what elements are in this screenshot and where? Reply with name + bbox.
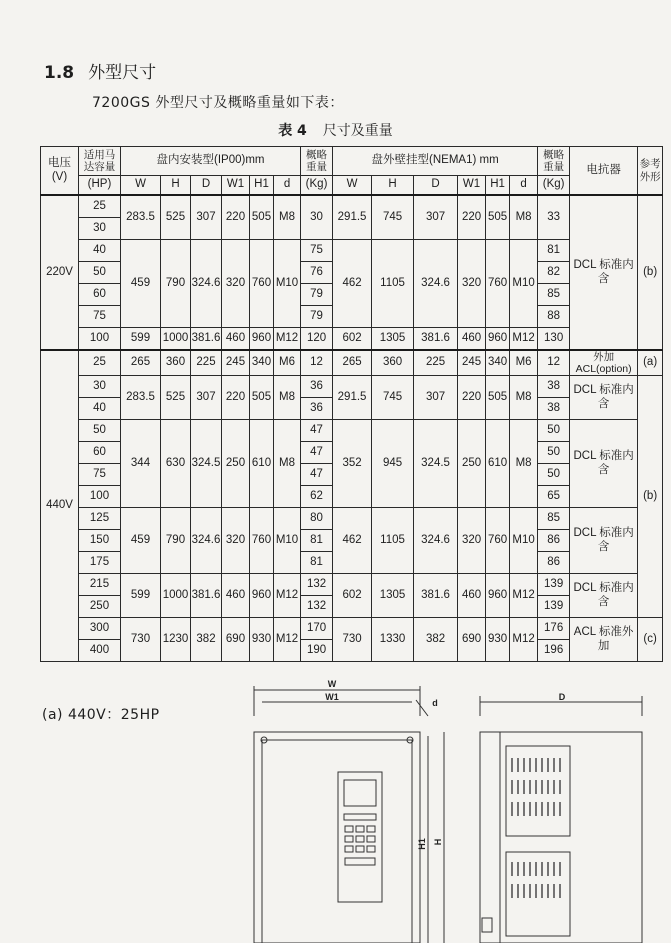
ip-dim: 599 bbox=[121, 328, 161, 351]
nema-dim: M8 bbox=[510, 376, 538, 420]
reactor-cell: DCL 标准内含 bbox=[570, 420, 638, 508]
nema-dim: 690 bbox=[458, 618, 486, 662]
ip-dim: 307 bbox=[191, 376, 222, 420]
ip-weight: 62 bbox=[301, 486, 333, 508]
ip-dim: 525 bbox=[161, 376, 191, 420]
ip-dim: 283.5 bbox=[121, 376, 161, 420]
header-nema-w: W bbox=[333, 176, 372, 196]
table-number: 表 4 bbox=[278, 123, 307, 139]
hp-cell: 25 bbox=[79, 350, 121, 376]
dimension-weight-table bbox=[40, 146, 663, 662]
hp-cell: 100 bbox=[79, 486, 121, 508]
nema-dim: 960 bbox=[486, 574, 510, 618]
ip-weight: 132 bbox=[301, 574, 333, 596]
group-440v: 440V bbox=[41, 350, 79, 662]
ip-dim: 344 bbox=[121, 420, 161, 508]
header-ip-weight-unit: (Kg) bbox=[301, 176, 333, 196]
nema-weight: 86 bbox=[538, 552, 570, 574]
nema-dim: 320 bbox=[458, 240, 486, 328]
nema-dim: 505 bbox=[486, 195, 510, 240]
dim-small-d-label: d bbox=[432, 698, 438, 708]
hp-cell: 100 bbox=[79, 328, 121, 351]
hp-cell: 40 bbox=[79, 240, 121, 262]
nema-weight: 12 bbox=[538, 350, 570, 376]
ip-weight: 30 bbox=[301, 195, 333, 240]
header-nema-h: H bbox=[372, 176, 414, 196]
ip-weight: 79 bbox=[301, 284, 333, 306]
header-ip-h1: H1 bbox=[250, 176, 274, 196]
ip-weight: 81 bbox=[301, 530, 333, 552]
ip-dim: 599 bbox=[121, 574, 161, 618]
hp-cell: 250 bbox=[79, 596, 121, 618]
nema-dim: 1305 bbox=[372, 574, 414, 618]
hp-cell: 40 bbox=[79, 398, 121, 420]
nema-dim: 265 bbox=[333, 350, 372, 376]
header-nema-w1: W1 bbox=[458, 176, 486, 196]
nema-dim: 340 bbox=[486, 350, 510, 376]
ip-dim: 459 bbox=[121, 240, 161, 328]
ip-dim: 630 bbox=[161, 420, 191, 508]
nema-dim: 220 bbox=[458, 376, 486, 420]
ip-dim: M8 bbox=[274, 376, 301, 420]
nema-dim: 382 bbox=[414, 618, 458, 662]
header-ip-w: W bbox=[121, 176, 161, 196]
ip-weight: 79 bbox=[301, 306, 333, 328]
nema-dim: 745 bbox=[372, 376, 414, 420]
nema-dim: 760 bbox=[486, 240, 510, 328]
nema-dim: 324.5 bbox=[414, 420, 458, 508]
ip-dim: 220 bbox=[222, 376, 250, 420]
ip-dim: 960 bbox=[250, 328, 274, 351]
nema-weight: 65 bbox=[538, 486, 570, 508]
ip-dim: 760 bbox=[250, 508, 274, 574]
header-voltage: 电压 (V) bbox=[41, 147, 79, 196]
header-nema-d: D bbox=[414, 176, 458, 196]
nema-weight: 139 bbox=[538, 574, 570, 596]
figure-label: (a) 440V：25HP bbox=[42, 707, 160, 723]
header-nema-h1: H1 bbox=[486, 176, 510, 196]
nema-weight: 81 bbox=[538, 240, 570, 262]
front-view-inner bbox=[262, 740, 412, 943]
nema-dim: 352 bbox=[333, 420, 372, 508]
ip-dim: 381.6 bbox=[191, 574, 222, 618]
hp-cell: 50 bbox=[79, 262, 121, 284]
nema-weight: 82 bbox=[538, 262, 570, 284]
nema-weight: 33 bbox=[538, 195, 570, 240]
header-ip-d: D bbox=[191, 176, 222, 196]
nema-dim: 225 bbox=[414, 350, 458, 376]
ip-dim: 730 bbox=[121, 618, 161, 662]
hp-cell: 60 bbox=[79, 284, 121, 306]
ip-dim: 1000 bbox=[161, 574, 191, 618]
dim-h1-label: H1 bbox=[417, 838, 427, 850]
nema-weight: 38 bbox=[538, 398, 570, 420]
nema-dim: 245 bbox=[458, 350, 486, 376]
nema-dim: 381.6 bbox=[414, 574, 458, 618]
ip-weight: 75 bbox=[301, 240, 333, 262]
nema-dim: M10 bbox=[510, 240, 538, 328]
nema-weight: 196 bbox=[538, 640, 570, 662]
ip-weight: 47 bbox=[301, 420, 333, 442]
header-ip00-weight: 概略重量 bbox=[301, 147, 333, 176]
ip-dim: 320 bbox=[222, 240, 250, 328]
nema-dim: 930 bbox=[486, 618, 510, 662]
nema-weight: 85 bbox=[538, 284, 570, 306]
ip-weight: 36 bbox=[301, 376, 333, 398]
ip-dim: 690 bbox=[222, 618, 250, 662]
hp-cell: 25 bbox=[79, 195, 121, 218]
nema-weight: 176 bbox=[538, 618, 570, 640]
nema-dim: 760 bbox=[486, 508, 510, 574]
reactor-cell: DCL 标准内含 bbox=[570, 195, 638, 350]
dim-w1-label: W1 bbox=[325, 692, 339, 702]
ip-dim: 307 bbox=[191, 195, 222, 240]
ip-dim: 525 bbox=[161, 195, 191, 240]
header-nema-weight-unit: (Kg) bbox=[538, 176, 570, 196]
ip-dim: M8 bbox=[274, 195, 301, 240]
nema-weight: 50 bbox=[538, 420, 570, 442]
nema-dim: 462 bbox=[333, 240, 372, 328]
hp-cell: 300 bbox=[79, 618, 121, 640]
keypad-label-strip bbox=[344, 814, 376, 820]
ip-weight: 12 bbox=[301, 350, 333, 376]
d-leader-line bbox=[416, 700, 428, 716]
hp-cell: 125 bbox=[79, 508, 121, 530]
ip-dim: 505 bbox=[250, 195, 274, 240]
header-reactor: 电抗器 bbox=[570, 147, 638, 196]
nema-dim: 1330 bbox=[372, 618, 414, 662]
hp-cell: 150 bbox=[79, 530, 121, 552]
nema-dim: 381.6 bbox=[414, 328, 458, 351]
ip-dim: 320 bbox=[222, 508, 250, 574]
intro-text: 7200GS 外型尺寸及概略重量如下表： bbox=[92, 95, 344, 111]
ip-dim: 790 bbox=[161, 508, 191, 574]
ip-dim: 382 bbox=[191, 618, 222, 662]
ip-dim: M10 bbox=[274, 508, 301, 574]
table-caption bbox=[0, 120, 671, 140]
side-terminal-icon bbox=[482, 918, 492, 932]
nema-dim: 460 bbox=[458, 574, 486, 618]
ref-cell: (b) bbox=[638, 376, 663, 618]
section-number: 1.8 bbox=[44, 63, 75, 83]
ip-dim: 790 bbox=[161, 240, 191, 328]
nema-weight: 85 bbox=[538, 508, 570, 530]
ip-dim: M12 bbox=[274, 328, 301, 351]
nema-dim: 945 bbox=[372, 420, 414, 508]
side-view-body bbox=[480, 732, 642, 943]
nema-weight: 88 bbox=[538, 306, 570, 328]
nema-dim: M12 bbox=[510, 328, 538, 351]
nema-dim: 220 bbox=[458, 195, 486, 240]
nema-dim: 745 bbox=[372, 195, 414, 240]
outline-drawing bbox=[232, 676, 652, 943]
nema-dim: 360 bbox=[372, 350, 414, 376]
ip-dim: 340 bbox=[250, 350, 274, 376]
vent-slots-icon bbox=[512, 758, 560, 898]
header-capacity: 适用马达容量 bbox=[79, 147, 121, 176]
keypad-buttons-icon bbox=[345, 826, 375, 865]
ip-dim: M8 bbox=[274, 420, 301, 508]
ip-dim: 505 bbox=[250, 376, 274, 420]
nema-dim: 250 bbox=[458, 420, 486, 508]
ip-dim: 760 bbox=[250, 240, 274, 328]
ip-weight: 36 bbox=[301, 398, 333, 420]
header-ip-small-d: d bbox=[274, 176, 301, 196]
ip-dim: 930 bbox=[250, 618, 274, 662]
ip-dim: M10 bbox=[274, 240, 301, 328]
nema-weight: 50 bbox=[538, 464, 570, 486]
ip-dim: M6 bbox=[274, 350, 301, 376]
nema-weight: 130 bbox=[538, 328, 570, 351]
ip-weight: 47 bbox=[301, 442, 333, 464]
ip-dim: 283.5 bbox=[121, 195, 161, 240]
ip-weight: 132 bbox=[301, 596, 333, 618]
dim-h-label: H bbox=[433, 838, 443, 846]
nema-dim: M8 bbox=[510, 420, 538, 508]
ip-dim: 265 bbox=[121, 350, 161, 376]
nema-dim: 324.6 bbox=[414, 508, 458, 574]
ref-cell: (b) bbox=[638, 195, 663, 350]
nema-weight: 139 bbox=[538, 596, 570, 618]
header-nema-small-d: d bbox=[510, 176, 538, 196]
ip-dim: M12 bbox=[274, 574, 301, 618]
reactor-cell: ACL 标准外加 bbox=[570, 618, 638, 662]
ip-dim: 1230 bbox=[161, 618, 191, 662]
ip-dim: 610 bbox=[250, 420, 274, 508]
ip-dim: 360 bbox=[161, 350, 191, 376]
hp-cell: 30 bbox=[79, 218, 121, 240]
nema-dim: 1305 bbox=[372, 328, 414, 351]
nema-dim: M12 bbox=[510, 574, 538, 618]
group-220v: 220V bbox=[41, 195, 79, 350]
ip-dim: 460 bbox=[222, 574, 250, 618]
front-view-body bbox=[254, 732, 420, 943]
hp-cell: 400 bbox=[79, 640, 121, 662]
reactor-cell: DCL 标准内含 bbox=[570, 574, 638, 618]
nema-dim: 320 bbox=[458, 508, 486, 574]
nema-dim: 1105 bbox=[372, 508, 414, 574]
nema-weight: 50 bbox=[538, 442, 570, 464]
nema-dim: 291.5 bbox=[333, 195, 372, 240]
nema-dim: 307 bbox=[414, 195, 458, 240]
ref-cell: (a) bbox=[638, 350, 663, 376]
ip-weight: 76 bbox=[301, 262, 333, 284]
ip-dim: M12 bbox=[274, 618, 301, 662]
ip-dim: 460 bbox=[222, 328, 250, 351]
nema-dim: 602 bbox=[333, 574, 372, 618]
ip-dim: 324.5 bbox=[191, 420, 222, 508]
nema-dim: 730 bbox=[333, 618, 372, 662]
ip-dim: 225 bbox=[191, 350, 222, 376]
hp-cell: 60 bbox=[79, 442, 121, 464]
dim-d-label: D bbox=[558, 692, 566, 702]
nema-dim: 291.5 bbox=[333, 376, 372, 420]
section-title: 外型尺寸 bbox=[88, 63, 157, 83]
hp-cell: 175 bbox=[79, 552, 121, 574]
ip-dim: 324.6 bbox=[191, 240, 222, 328]
ip-dim: 324.6 bbox=[191, 508, 222, 574]
nema-dim: 602 bbox=[333, 328, 372, 351]
ip-dim: 459 bbox=[121, 508, 161, 574]
header-ip-w1: W1 bbox=[222, 176, 250, 196]
hp-cell: 215 bbox=[79, 574, 121, 596]
nema-dim: M6 bbox=[510, 350, 538, 376]
nema-dim: 324.6 bbox=[414, 240, 458, 328]
hp-cell: 75 bbox=[79, 464, 121, 486]
ip-dim: 250 bbox=[222, 420, 250, 508]
nema-dim: 610 bbox=[486, 420, 510, 508]
nema-dim: M12 bbox=[510, 618, 538, 662]
ip-weight: 80 bbox=[301, 508, 333, 530]
section-heading bbox=[44, 58, 156, 83]
nema-dim: M10 bbox=[510, 508, 538, 574]
hp-cell: 75 bbox=[79, 306, 121, 328]
nema-dim: 505 bbox=[486, 376, 510, 420]
ip-weight: 47 bbox=[301, 464, 333, 486]
nema-dim: 462 bbox=[333, 508, 372, 574]
nema-dim: 460 bbox=[458, 328, 486, 351]
nema-dim: M8 bbox=[510, 195, 538, 240]
ip-dim: 381.6 bbox=[191, 328, 222, 351]
nema-weight: 86 bbox=[538, 530, 570, 552]
header-nema1: 盘外壁挂型(NEMA1) mm bbox=[333, 147, 538, 176]
ip-dim: 1000 bbox=[161, 328, 191, 351]
header-ip00: 盘内安装型(IP00)mm bbox=[121, 147, 301, 176]
nema-dim: 1105 bbox=[372, 240, 414, 328]
ip-dim: 245 bbox=[222, 350, 250, 376]
nema-weight: 38 bbox=[538, 376, 570, 398]
nema-dim: 307 bbox=[414, 376, 458, 420]
header-nema1-weight: 概略重量 bbox=[538, 147, 570, 176]
header-ip-h: H bbox=[161, 176, 191, 196]
ip-weight: 170 bbox=[301, 618, 333, 640]
ip-dim: 220 bbox=[222, 195, 250, 240]
keypad-display-icon bbox=[344, 780, 376, 806]
nema-dim: 960 bbox=[486, 328, 510, 351]
table-title: 尺寸及重量 bbox=[322, 123, 393, 139]
ref-cell: (c) bbox=[638, 618, 663, 662]
ip-weight: 190 bbox=[301, 640, 333, 662]
ip-weight: 120 bbox=[301, 328, 333, 351]
header-capacity-unit: (HP) bbox=[79, 176, 121, 196]
hp-cell: 50 bbox=[79, 420, 121, 442]
ip-weight: 81 bbox=[301, 552, 333, 574]
hp-cell: 30 bbox=[79, 376, 121, 398]
reactor-cell: DCL 标准内含 bbox=[570, 508, 638, 574]
ip-dim: 960 bbox=[250, 574, 274, 618]
dim-w-label: W bbox=[327, 679, 337, 689]
reactor-cell: 外加ACL(option) bbox=[570, 350, 638, 376]
header-ref: 参考外形 bbox=[638, 147, 663, 196]
reactor-cell: DCL 标准内含 bbox=[570, 376, 638, 420]
